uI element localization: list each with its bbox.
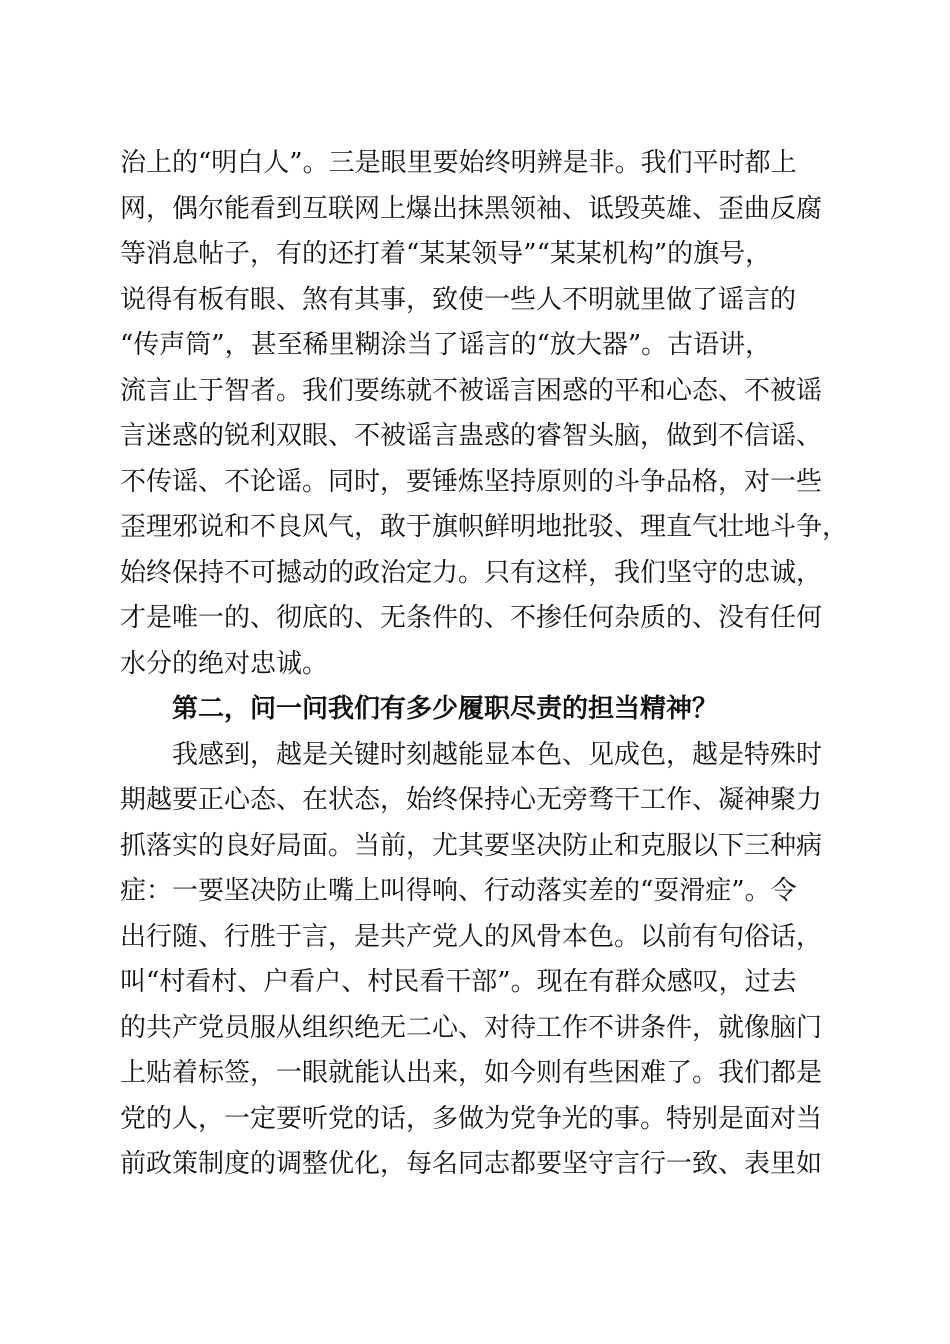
- text-line: 抓落实的良好局面。当前，尤其要坚决防止和克服以下三种病: [120, 830, 823, 861]
- text-line: 上贴着标签，一眼就能认出来，如今则有些困难了。我们都是: [120, 1058, 823, 1088]
- text-line: 期越要正心态、在状态，始终保持心无旁骛干工作、凝神聚力: [120, 785, 823, 815]
- text-line: 党的人，一定要听党的话，多做为党争光的事。特别是面对当: [120, 1103, 823, 1134]
- text-line: 等消息帖子，有的还打着“某某领导”“某某机构”的旗号，: [120, 239, 772, 269]
- text-line: 叫“村看村、户看户、村民看干部”。现在有群众感叹，过去: [120, 967, 797, 997]
- text-line: 出行随、行胜于言，是共产党人的风骨本色。以前有句俗话，: [120, 921, 823, 952]
- text-line: 我感到，越是关键时刻越能显本色、见成色，越是特殊时: [120, 739, 823, 770]
- text-line: 说得有板有眼、煞有其事，致使一些人不明就里做了谣言的: [120, 284, 797, 315]
- text-line: 流言止于智者。我们要练就不被谣言困惑的平和心态、不被谣: [120, 375, 823, 406]
- text-line: 言迷惑的锐利双眼、不被谣言蛊惑的睿智头脑，做到不信谣、: [120, 421, 823, 451]
- text-line: 的共产党员服从组织绝无二心、对待工作不讲条件，就像脑门: [120, 1012, 823, 1043]
- text-line: 才是唯一的、彻底的、无条件的、不掺任何杂质的、没有任何: [120, 603, 823, 633]
- section-heading: 第二，问一问我们有多少履职尽责的担当精神？: [120, 694, 719, 724]
- text-line: 网，偶尔能看到互联网上爆出抹黑领袖、诋毁英雄、歪曲反腐: [120, 193, 823, 224]
- text-line: 不传谣、不论谣。同时，要锤炼坚持原则的斗争品格，对一些: [120, 466, 823, 497]
- text-line: 前政策制度的调整优化，每名同志都要坚守言行一致、表里如: [120, 1149, 823, 1179]
- text-line: “传声筒”，甚至稀里糊涂当了谣言的“放大器”。古语讲，: [120, 330, 772, 360]
- body-text: [120, 141, 849, 1188]
- text-line: 水分的绝对忠诚。: [120, 648, 329, 679]
- text-line: 症：一要坚决防止嘴上叫得响、行动落实差的“耍滑症”。令: [120, 876, 797, 906]
- text-line: 治上的“明白人”。三是眼里要始终明辨是非。我们平时都上: [120, 148, 797, 178]
- text-line: 歪理邪说和不良风气，敢于旗帜鲜明地批驳、理直气壮地斗争，: [120, 512, 849, 542]
- text-line: 始终保持不可撼动的政治定力。只有这样，我们坚守的忠诚，: [120, 557, 823, 588]
